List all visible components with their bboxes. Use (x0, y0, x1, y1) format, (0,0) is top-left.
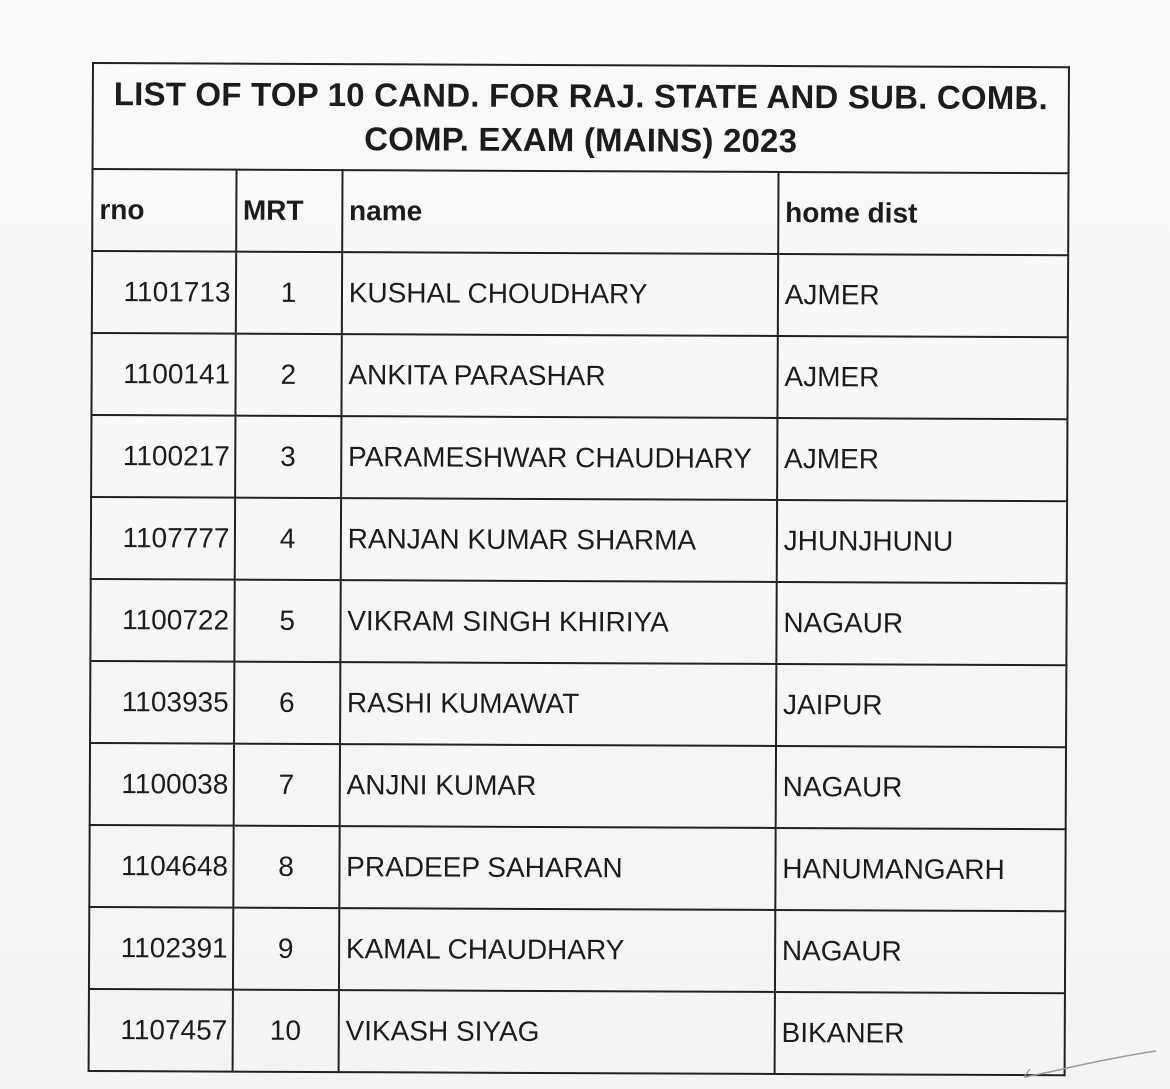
header-mrt: MRT (236, 170, 343, 252)
cell-mrt: 7 (233, 744, 340, 826)
cell-name: PARAMESHWAR CHAUDHARY (341, 416, 777, 500)
header-rno: rno (92, 169, 236, 252)
cell-home-dist: JAIPUR (776, 664, 1067, 747)
title-line-2: COMP. EXAM (MAINS) 2023 (364, 120, 798, 160)
header-row (92, 169, 1068, 255)
cell-home-dist: NAGAUR (775, 746, 1066, 829)
cell-rno: 1101713 (92, 251, 236, 334)
cell-home-dist: AJMER (777, 336, 1068, 419)
cell-name: RANJAN KUMAR SHARMA (340, 498, 776, 582)
table-row (91, 415, 1067, 501)
cell-mrt: 1 (235, 252, 342, 334)
title-line-1: LIST OF TOP 10 CAND. FOR RAJ. STATE AND SUB. COMB. (113, 75, 1048, 117)
header-home-dist: home dist (778, 172, 1069, 255)
table-body (89, 251, 1069, 1075)
cell-name: ANKITA PARASHAR (341, 334, 777, 418)
table-title (93, 63, 1069, 173)
table-row (89, 825, 1065, 911)
cell-home-dist: JHUNJHUNU (777, 500, 1068, 583)
cell-rno: 1104648 (89, 825, 233, 908)
cell-rno: 1100722 (90, 579, 234, 662)
table-row (92, 251, 1068, 337)
cell-mrt: 4 (234, 498, 341, 580)
cell-name: VIKRAM SINGH KHIRIYA (340, 580, 776, 664)
table-row (89, 907, 1065, 993)
cell-home-dist: NAGAUR (775, 910, 1066, 993)
cell-home-dist: AJMER (778, 254, 1069, 337)
cell-mrt: 6 (234, 662, 341, 744)
cell-home-dist: NAGAUR (776, 582, 1067, 665)
cell-rno: 1107777 (91, 497, 235, 580)
table-row (91, 333, 1067, 419)
cell-home-dist: HANUMANGARH (775, 828, 1066, 911)
cell-mrt: 2 (235, 334, 342, 416)
header-name: name (342, 170, 778, 254)
table-row (91, 497, 1067, 583)
cell-mrt: 9 (232, 908, 339, 990)
table-row (89, 989, 1065, 1075)
cell-rno: 1103935 (90, 661, 234, 744)
cell-rno: 1102391 (89, 907, 233, 990)
cell-name: KUSHAL CHOUDHARY (342, 252, 778, 336)
cell-mrt: 5 (234, 580, 341, 662)
cell-mrt: 8 (233, 826, 340, 908)
table-row (90, 579, 1066, 665)
title-row (93, 63, 1069, 173)
cell-name: RASHI KUMAWAT (340, 662, 776, 746)
cell-rno: 1100217 (91, 415, 235, 498)
pen-mark (1020, 1047, 1160, 1081)
cell-name: PRADEEP SAHARAN (339, 826, 775, 910)
table-row (90, 661, 1066, 747)
candidates-table (88, 62, 1070, 1076)
cell-name: VIKASH SIYAG (338, 990, 774, 1074)
cell-name: ANJNI KUMAR (339, 744, 775, 828)
cell-name: KAMAL CHAUDHARY (339, 908, 775, 992)
cell-mrt: 10 (232, 990, 339, 1072)
cell-home-dist: AJMER (777, 418, 1068, 501)
cell-rno: 1100141 (91, 333, 235, 416)
cell-rno: 1100038 (90, 743, 234, 826)
cell-home-dist: BIKANER (774, 992, 1065, 1075)
table-row (90, 743, 1066, 829)
cell-rno: 1107457 (89, 989, 233, 1072)
cell-mrt: 3 (235, 416, 342, 498)
